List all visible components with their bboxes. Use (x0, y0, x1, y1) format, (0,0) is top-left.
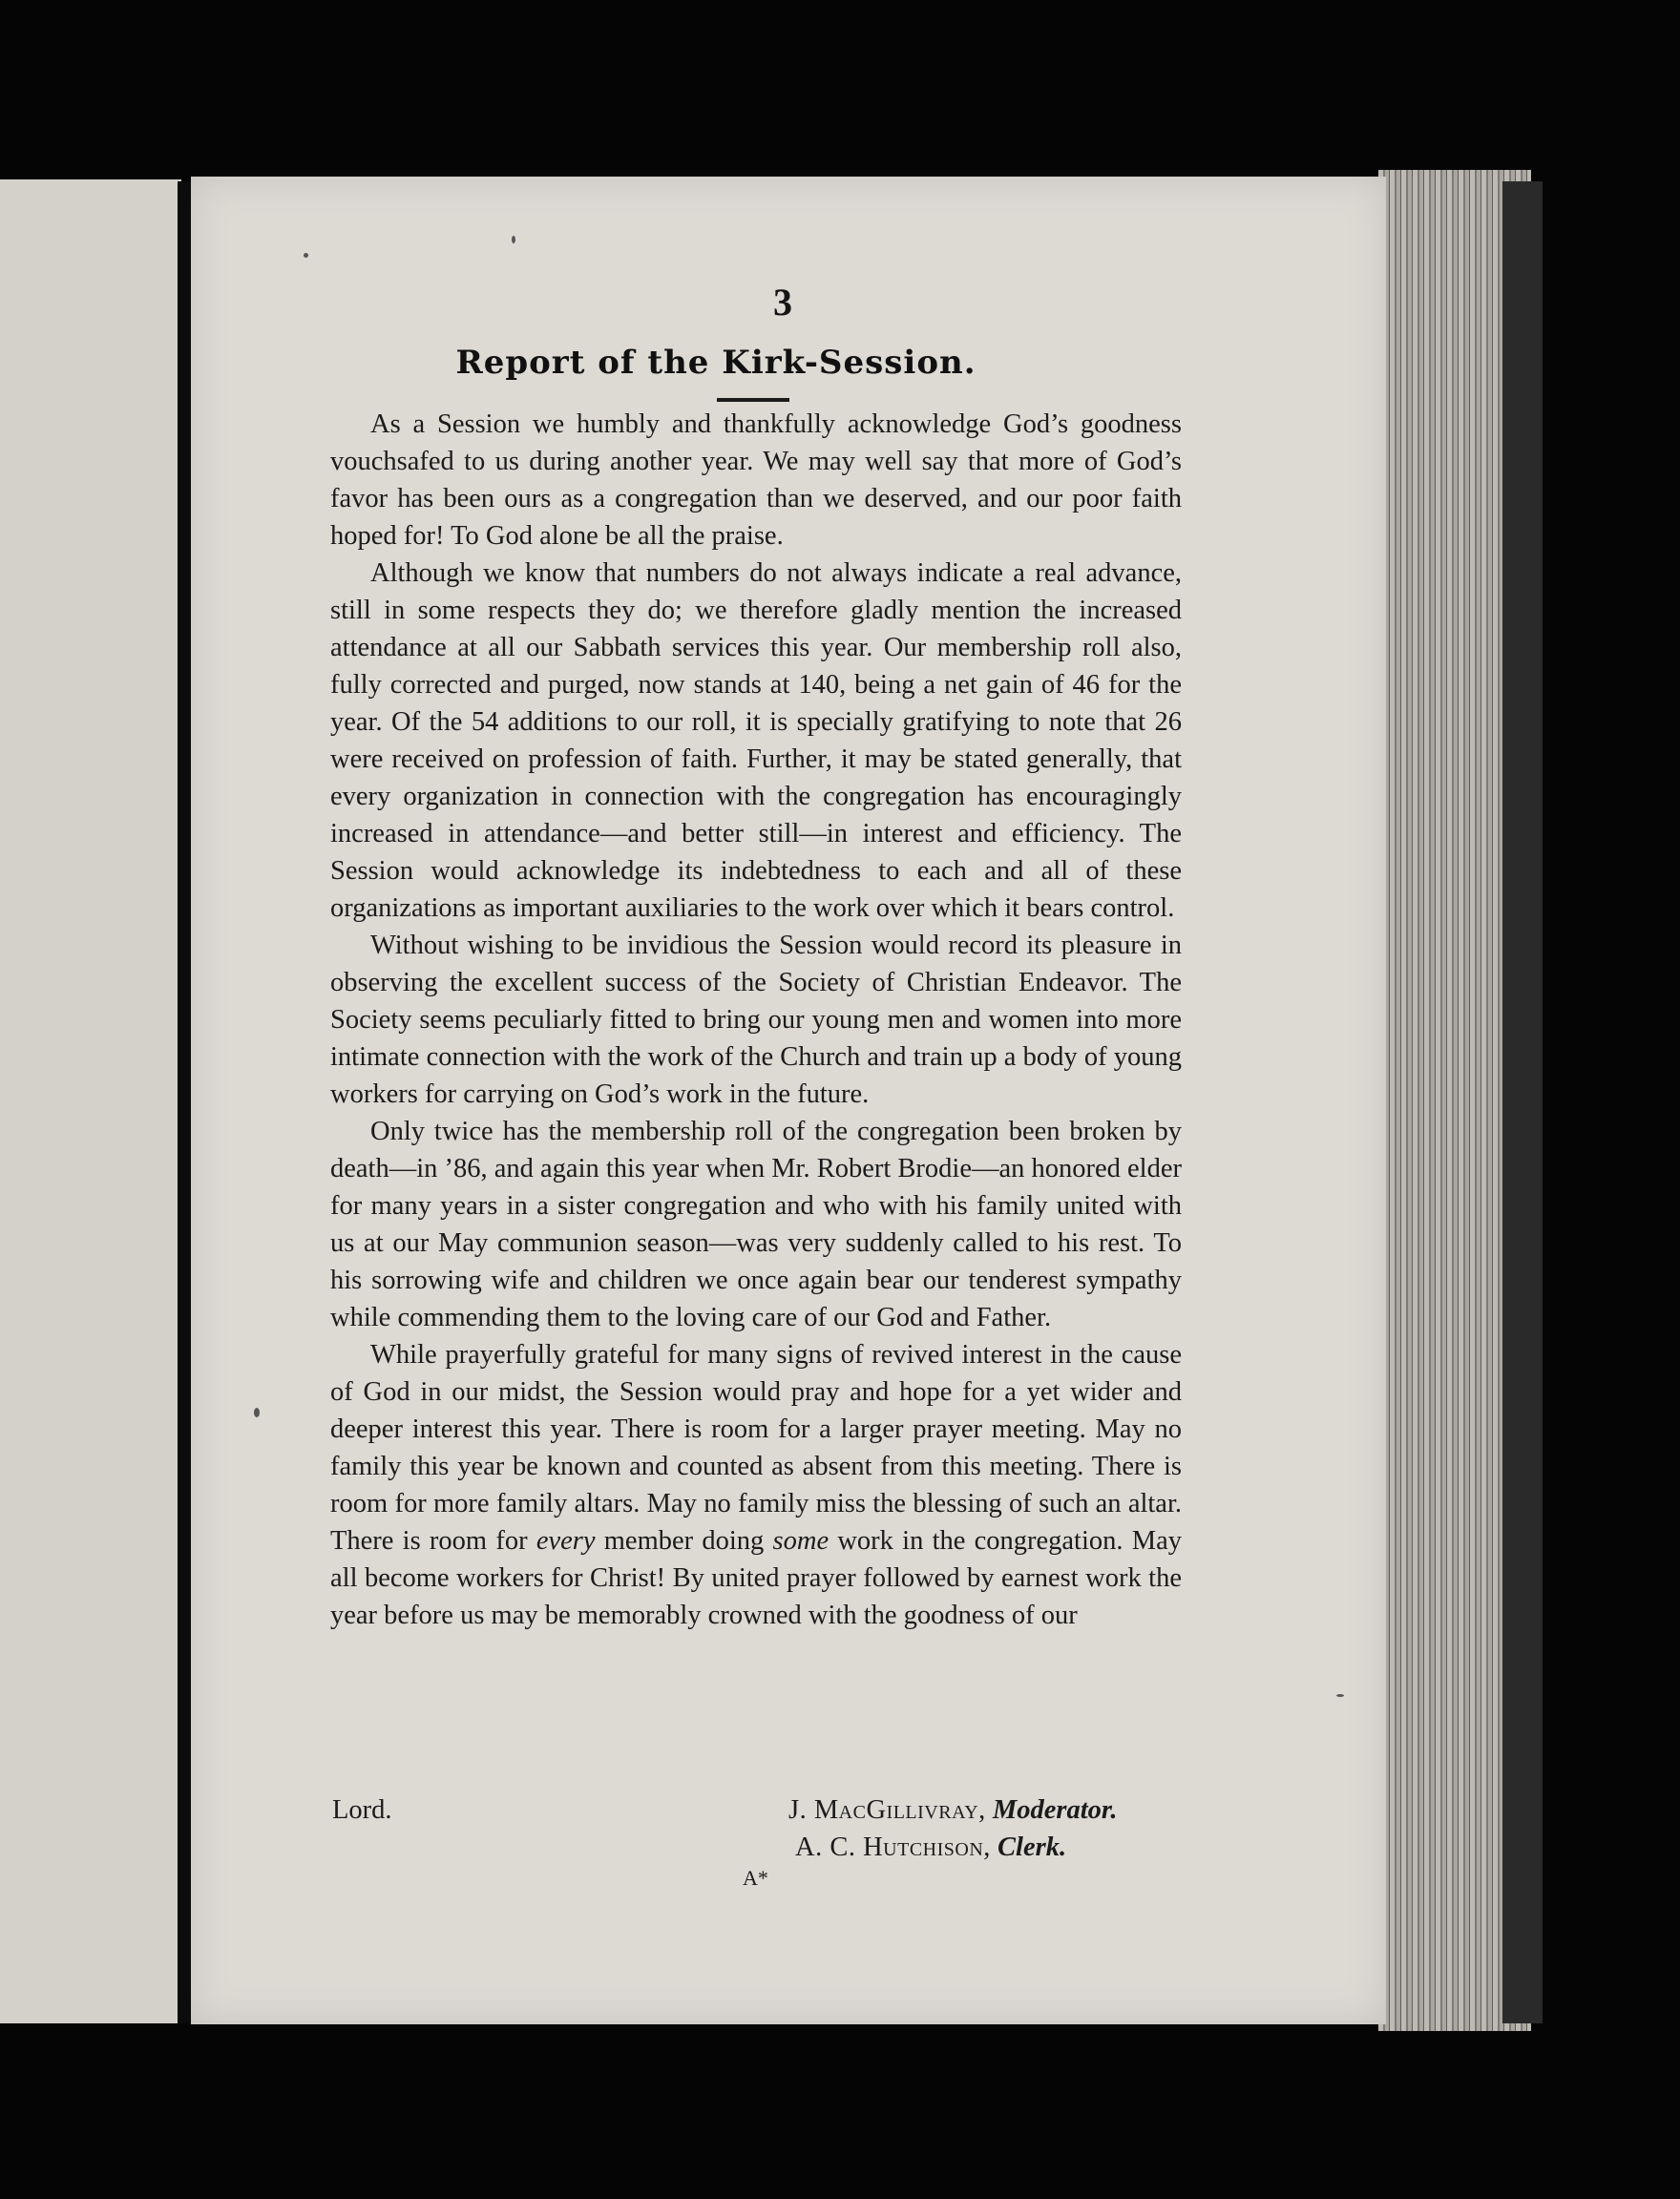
print-speck (1336, 1694, 1344, 1697)
paragraph-text: While prayerfully grateful for many signs of revived interest in the cause of God in our midst, the Session would pray and hope for a yet wider and deeper interest this year. There is room for a larger prayer meeting. May no family this year be known and counted as absent from this meeting. There is room for more family altars. May no family miss the blessing of such an altar. There is room for (330, 1340, 1182, 1556)
paragraph-text: Only twice has the membership roll of the congregation been broken by death—in ’86, and again this year when Mr. Robert Brodie—an honored elder for many years in a sister congregation and who with his family united with us at our May communion season—was very suddenly called to his rest. To his sorrowing wife and children we once again bear our tenderest sympathy while commending them to the loving care of our God and Father. (330, 1117, 1182, 1332)
paragraph (330, 927, 1182, 1113)
page-number: 3 (773, 281, 792, 324)
book-cover-edge (1502, 181, 1543, 2023)
paragraph (330, 406, 1182, 555)
paragraph-text: member doing (595, 1526, 773, 1556)
closing-word: Lord. (332, 1795, 392, 1825)
print-speck (254, 1408, 260, 1417)
paragraph-text: Without wishing to be invidious the Session would record its pleasure in observing the excellent success of the Society of Christian Endeavor. The Society seems peculiarly fitted to bring our young men and women into more intimate connection with the work of the Church and train up a body of young workers for carrying on God’s work in the future. (330, 931, 1182, 1109)
paragraph-text: As a Session we humbly and thankfully acknowledge God’s goodness vouchsafed to us during another year. We may well say that more of God’s favor has been ours as a congregation than we deserved, and our poor faith hoped for! To God alone be all the praise. (330, 409, 1182, 551)
paragraph (330, 555, 1182, 927)
print-speck (512, 236, 515, 243)
signature-name: A. C. Hutchison, (795, 1832, 991, 1862)
print-speck (304, 253, 308, 258)
left-facing-page (0, 179, 181, 2023)
signature-clerk (795, 1829, 1066, 1866)
title-rule (717, 398, 789, 402)
paragraph (330, 1336, 1182, 1634)
report-body (330, 406, 1182, 1634)
signature-role: Moderator. (992, 1795, 1118, 1825)
emphasis-text: every (536, 1526, 596, 1556)
signature-mark: A* (743, 1866, 768, 1890)
closing-block (332, 1791, 1182, 1877)
paragraph (330, 1113, 1182, 1336)
report-title: Report of the Kirk-Session. (455, 344, 976, 382)
signature-name: J. MacGillivray, (788, 1795, 986, 1825)
signature-moderator (788, 1791, 1118, 1829)
paragraph-text: Although we know that numbers do not always indicate a real advance, still in some respects they do; we therefore gladly mention the increased attendance at all our Sabbath services this year. Our membership roll also, fully corrected and purged, now stands at 140, being a net gain of 46 for the year. Of the 54 additions to our roll, it is specially gratifying to note that 26 were received on profession of faith. Further, it may be stated generally, that every organization in connection with the congregation has encouragingly increased in attendance—and better still—in interest and efficiency. The Session would acknowledge its indebtedness to each and all of these organizations as important auxiliaries to the work over which it bears control. (330, 558, 1182, 923)
document-page (191, 177, 1386, 2024)
emphasis-text: some (772, 1526, 830, 1556)
signature-role: Clerk. (998, 1832, 1067, 1862)
paragraph-text: work in the congregation. May all become workers for Christ! By united prayer followed by earnest work the year before us may be memorably crowned with the goodness of our (330, 1526, 1183, 1630)
